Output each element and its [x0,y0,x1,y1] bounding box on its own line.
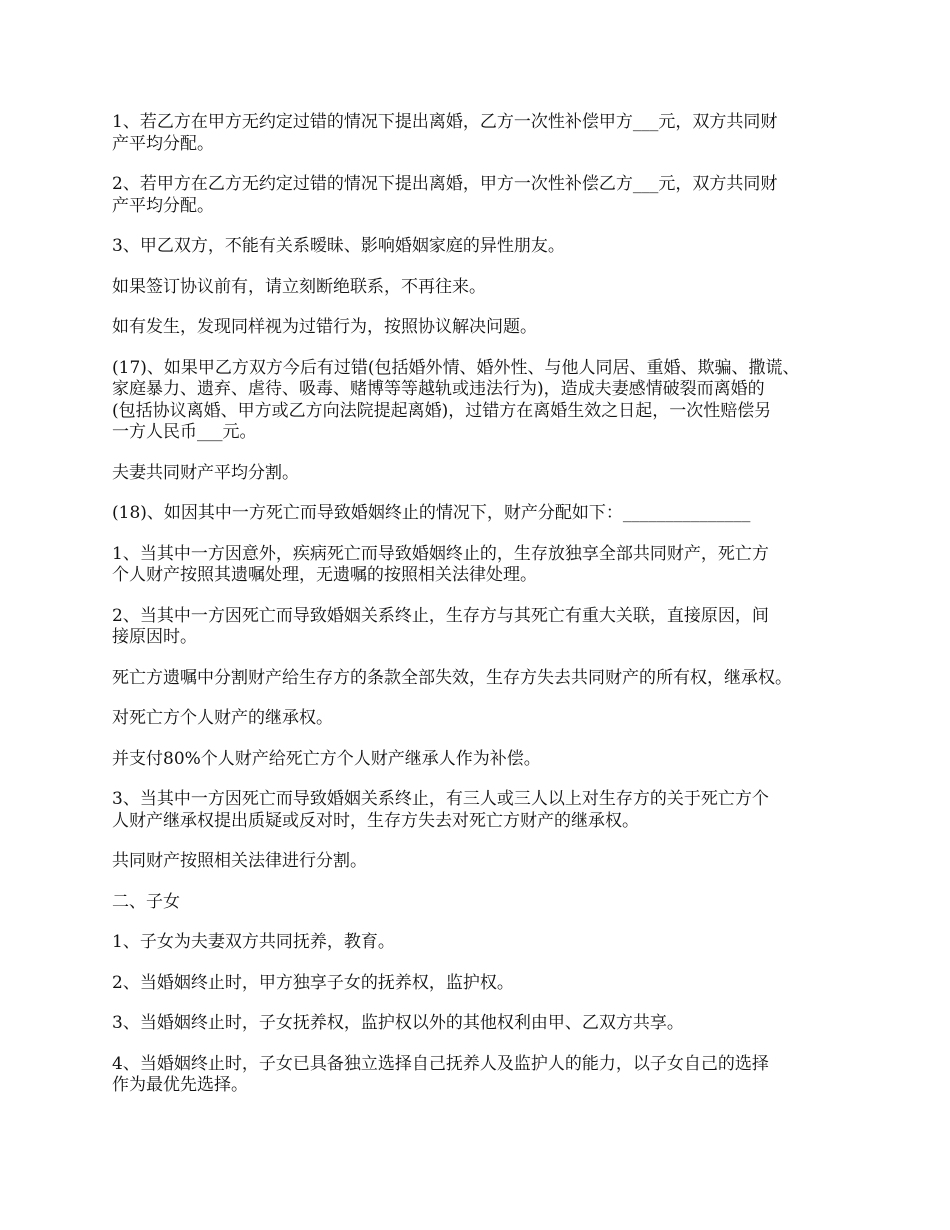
paragraph: 1、若乙方在甲方无约定过错的情况下提出离婚，乙方一次性补偿甲方___元，双方共同财 产平均分配。 [112,112,778,154]
paragraph: 3、甲乙双方，不能有关系暧昧、影响婚姻家庭的异性朋友。 [112,236,565,256]
paragraph: 1、当其中一方因意外，疾病死亡而导致婚姻终止的，生存放独享全部共同财产，死亡方 个人财产按照其遗嘱处理，无遗嘱的按照相关法律处理。 [112,543,769,585]
paragraph: 并支付80%个人财产给死亡方个人财产继承人作为补偿。 [112,748,541,769]
paragraph: 对死亡方个人财产的继承权。 [112,708,333,728]
paragraph: 3、当其中一方因死亡而导致婚姻关系终止，有三人或三人以上对生存方的关于死亡方个 人财产继承权提出质疑或反对时，生存方失去对死亡方财产的继承权。 [112,789,769,831]
paragraph: (17)、如果甲乙方双方今后有过错(包括婚外情、婚外性、与他人同居、重婚、欺骗、撒谎、 家庭暴力、遗弃、虐待、吸毒、赌博等等越轨或违法行为)，造成夫妻感情破裂而离婚的 (包括协议离婚、甲方或乙方向法院提起离婚)，过错方在离婚生效之日起，一次性赔偿另 一方人民币___元。 [112,357,800,442]
paragraph: 2、当婚姻终止时，甲方独享子女的抚养权，监护权。 [112,972,514,993]
paragraph: 如有发生，发现同样视为过错行为，按照协议解决问题。 [112,317,537,337]
paragraph: 3、当婚姻终止时，子女抚养权，监护权以外的其他权利由甲、乙双方共享。 [112,1013,684,1033]
paragraph: 夫妻共同财产平均分割。 [112,462,299,483]
paragraph: 1、子女为夫妻双方共同抚养，教育。 [112,932,395,952]
paragraph: 共同财产按照相关法律进行分割。 [112,851,367,871]
document-body [112,112,847,1116]
paragraph: (18)、如因其中一方死亡而导致婚姻终止的情况下，财产分配如下：_______________ [112,503,751,523]
paragraph: 2、当其中一方因死亡而导致婚姻关系终止，生存方与其死亡有重大关联，直接原因，间 接原因时。 [112,605,769,647]
paragraph: 2、若甲方在乙方无约定过错的情况下提出离婚，甲方一次性补偿乙方___元，双方共同财 产平均分配。 [112,174,778,216]
section-heading: 二、子女 [112,891,180,912]
paragraph: 4、当婚姻终止时，子女已具备独立选择自己抚养人及监护人的能力，以子女自己的选择 作为最优先选择。 [112,1053,769,1095]
paragraph: 死亡方遗嘱中分割财产给生存方的条款全部失效，生存方失去共同财产的所有权，继承权。 [112,667,792,688]
paragraph: 如果签订协议前有，请立刻断绝联系，不再往来。 [112,276,486,297]
